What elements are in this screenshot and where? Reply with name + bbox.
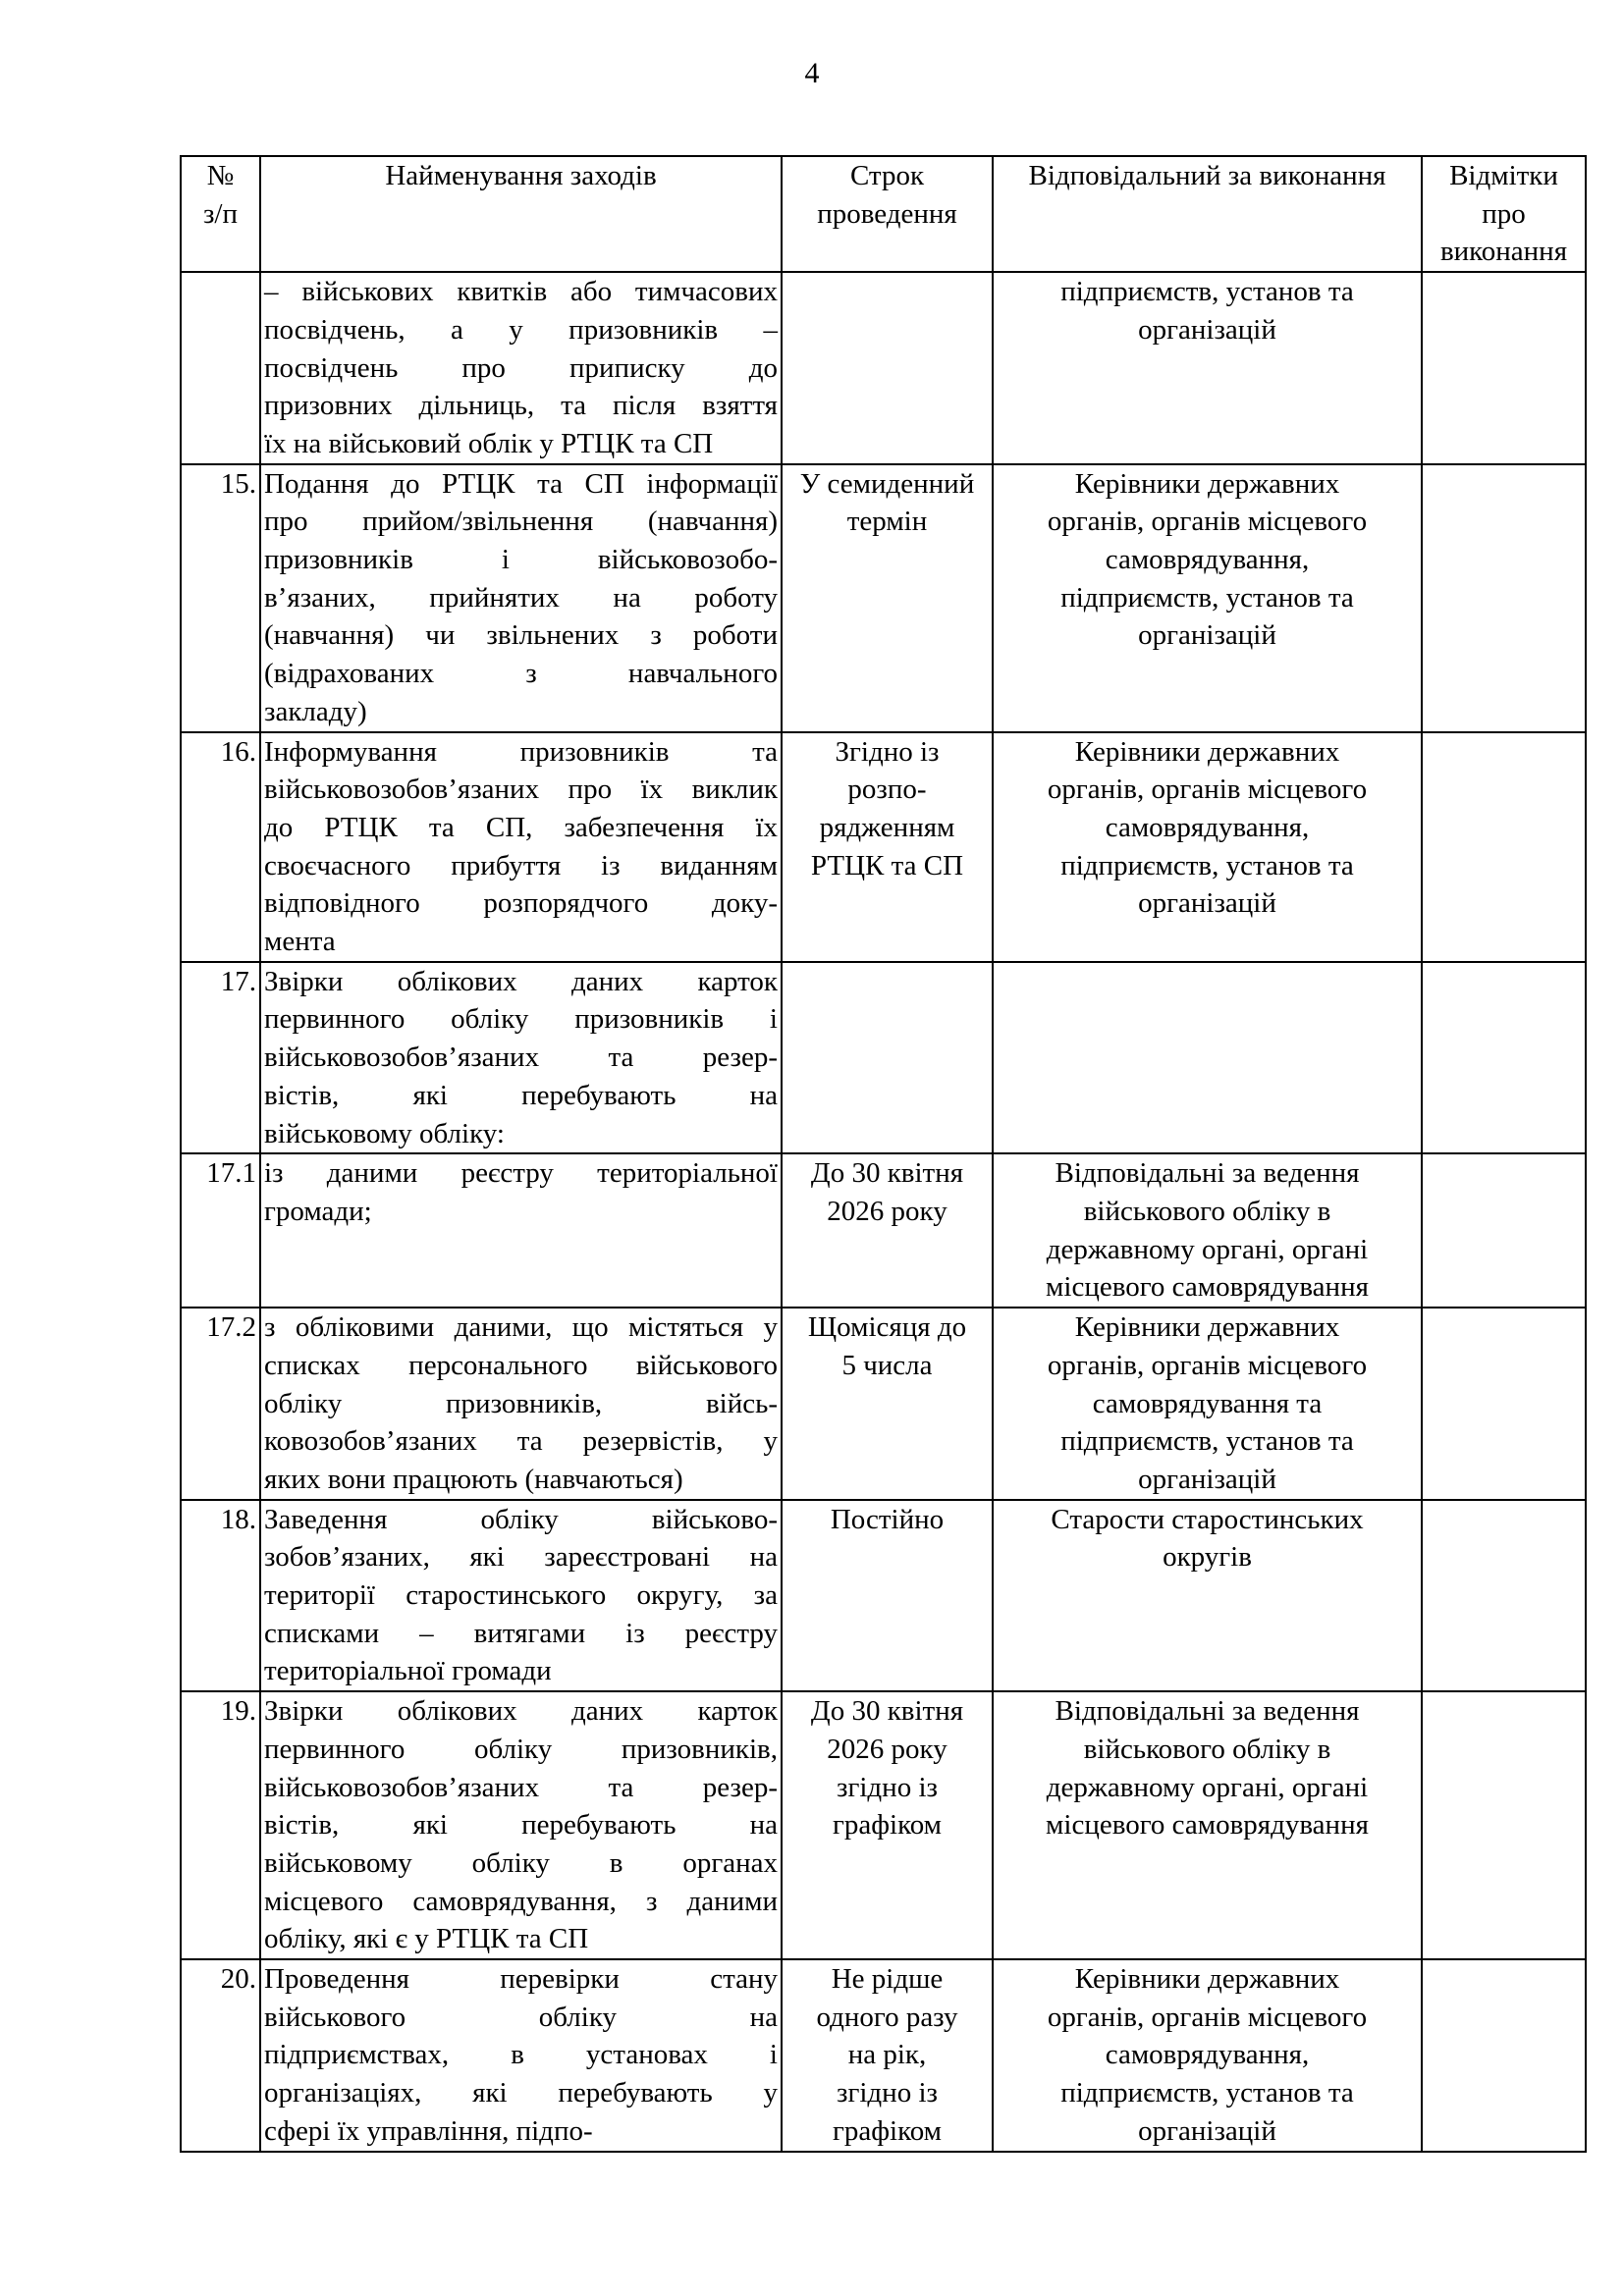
cell-line: Заведення обліку військово- bbox=[264, 1503, 778, 1535]
cell-line: військового обліку в bbox=[1083, 1195, 1331, 1227]
measures-table bbox=[180, 155, 1587, 2153]
cell-line: органів, органів місцевого bbox=[1047, 774, 1368, 806]
cell-line: Відповідальні за ведення bbox=[1055, 1695, 1360, 1728]
measure-responsible bbox=[993, 732, 1422, 962]
cell-line: територіальної громади bbox=[264, 1655, 552, 1687]
row-number: 19. bbox=[181, 1691, 260, 1959]
cell-line: військовому обліку: bbox=[264, 1117, 505, 1149]
row-number: 17. bbox=[181, 962, 260, 1154]
cell-line: підприємств, установ та bbox=[1060, 849, 1354, 881]
measure-name bbox=[260, 1500, 782, 1692]
cell-line: призовників і військовозобо- bbox=[264, 544, 778, 576]
cell-line: організацій bbox=[1138, 887, 1276, 920]
cell-line: зобов’язаних, які зареєстровані на bbox=[264, 1541, 778, 1574]
measure-name bbox=[260, 1691, 782, 1959]
header-measure-name bbox=[260, 156, 782, 272]
cell-line: первинного обліку призовників, bbox=[264, 1733, 778, 1765]
cell-line: Старости старостинських bbox=[1051, 1503, 1364, 1535]
cell-line: підприємствах, в установах і bbox=[264, 2039, 778, 2071]
cell-line: в’язаних, прийнятих на роботу bbox=[264, 581, 778, 614]
header-line: виконання bbox=[1439, 236, 1568, 268]
row-number: 17.1 bbox=[181, 1153, 260, 1308]
cell-line: Звірки облікових даних карток bbox=[264, 1695, 778, 1728]
measure-name bbox=[260, 464, 782, 732]
cell-line: Керівники державних bbox=[1074, 1963, 1340, 1996]
cell-line: військовозобов’язаних про їх виклик bbox=[264, 774, 778, 806]
cell-line: Подання до РТЦК та СП інформації bbox=[264, 467, 778, 500]
table-row bbox=[181, 464, 1586, 732]
measure-term bbox=[782, 1500, 993, 1692]
measure-name bbox=[260, 1308, 782, 1500]
header-term bbox=[782, 156, 993, 272]
measure-name bbox=[260, 272, 782, 464]
cell-line: графіком bbox=[832, 1809, 943, 1842]
cell-line: До 30 квітня bbox=[810, 1695, 964, 1728]
row-number bbox=[181, 272, 260, 464]
cell-line: обліку, які є у РТЦК та СП bbox=[264, 1923, 589, 1955]
cell-line: У семиденний bbox=[799, 467, 975, 500]
cell-line: згідно із bbox=[837, 1771, 938, 1803]
cell-line: організацій bbox=[1138, 619, 1276, 652]
measure-name bbox=[260, 732, 782, 962]
cell-line: військового обліку на bbox=[264, 2001, 778, 2033]
measure-notes bbox=[1422, 272, 1586, 464]
measure-responsible bbox=[993, 1153, 1422, 1308]
cell-line: ковозобов’язаних та резервістів, у bbox=[264, 1425, 778, 1458]
table-row bbox=[181, 732, 1586, 962]
cell-line: розпо- bbox=[847, 774, 927, 806]
cell-line: відповідного розпорядчого доку- bbox=[264, 887, 778, 920]
cell-line: округів bbox=[1163, 1541, 1252, 1574]
header-line: Відмітки bbox=[1449, 160, 1558, 191]
measure-term bbox=[782, 1153, 993, 1308]
header-responsible bbox=[993, 156, 1422, 272]
cell-line: сфері їх управління, підпо- bbox=[264, 2114, 593, 2147]
measure-term bbox=[782, 1691, 993, 1959]
table-row bbox=[181, 1959, 1586, 2152]
measure-notes bbox=[1422, 1153, 1586, 1308]
row-number: 15. bbox=[181, 464, 260, 732]
cell-line: Згідно із bbox=[835, 735, 940, 768]
cell-line: підприємств, установ та bbox=[1060, 276, 1354, 308]
measure-term bbox=[782, 272, 993, 464]
cell-line: закладу) bbox=[264, 695, 367, 727]
cell-line: мента bbox=[264, 926, 336, 958]
cell-line: (відрахованих з навчального bbox=[264, 658, 778, 690]
cell-line: Звірки облікових даних карток bbox=[264, 965, 778, 997]
cell-line: первинного обліку призовників і bbox=[264, 1003, 778, 1036]
cell-line: 2026 року bbox=[827, 1733, 947, 1765]
cell-line: посвідчень, а у призовників – bbox=[264, 313, 778, 346]
page-number: 4 bbox=[804, 57, 820, 89]
measure-name bbox=[260, 1153, 782, 1308]
measure-responsible bbox=[993, 1500, 1422, 1692]
cell-line: військовозобов’язаних та резер- bbox=[264, 1041, 778, 1074]
header-line: Строк bbox=[849, 160, 925, 191]
cell-line: Керівники державних bbox=[1074, 1311, 1340, 1344]
cell-line: державному органі, органі bbox=[1046, 1771, 1369, 1803]
table-row bbox=[181, 1691, 1586, 1959]
cell-line: вістів, які перебувають на bbox=[264, 1079, 778, 1111]
header-line: з/п bbox=[202, 197, 239, 230]
table-row bbox=[181, 1153, 1586, 1308]
cell-line: термін bbox=[846, 506, 928, 538]
cell-line: організацій bbox=[1138, 313, 1276, 346]
cell-line: самоврядування та bbox=[1092, 1387, 1323, 1419]
measure-notes bbox=[1422, 732, 1586, 962]
cell-line: До 30 квітня bbox=[810, 1157, 964, 1190]
cell-line: вістів, які перебувають на bbox=[264, 1809, 778, 1842]
measure-notes bbox=[1422, 962, 1586, 1154]
cell-line: Проведення перевірки стану bbox=[264, 1963, 778, 1996]
cell-line: Керівники державних bbox=[1074, 467, 1340, 500]
measure-responsible bbox=[993, 464, 1422, 732]
cell-line: Відповідальні за ведення bbox=[1055, 1157, 1360, 1190]
table-row bbox=[181, 272, 1586, 464]
cell-line: Постійно bbox=[830, 1503, 945, 1535]
cell-line: до РТЦК та СП, забезпечення їх bbox=[264, 811, 778, 843]
cell-line: органів, органів місцевого bbox=[1047, 1349, 1368, 1381]
cell-line: Щомісяця до bbox=[807, 1311, 967, 1344]
cell-line: обліку призовників, війсь- bbox=[264, 1387, 778, 1419]
cell-line: (навчання) чи звільнених з роботи bbox=[264, 619, 778, 652]
table-row bbox=[181, 962, 1586, 1154]
measure-responsible bbox=[993, 1691, 1422, 1959]
measure-responsible bbox=[993, 962, 1422, 1154]
measure-term bbox=[782, 732, 993, 962]
cell-line: місцевого самоврядування bbox=[1046, 1271, 1369, 1304]
cell-line: посвідчень про приписку до bbox=[264, 351, 778, 384]
cell-line: військовозобов’язаних та резер- bbox=[264, 1771, 778, 1803]
cell-line: з обліковими даними, що містяться у bbox=[264, 1311, 778, 1344]
cell-line: на рік, bbox=[847, 2039, 927, 2071]
cell-line: громади; bbox=[264, 1195, 372, 1227]
cell-line: самоврядування, bbox=[1105, 2039, 1310, 2071]
cell-line: одного разу bbox=[816, 2001, 958, 2033]
cell-line: графіком bbox=[832, 2114, 943, 2147]
cell-line: самоврядування, bbox=[1105, 544, 1310, 576]
measure-name bbox=[260, 1959, 782, 2152]
cell-line: рядженням bbox=[819, 811, 955, 843]
cell-line: 2026 року bbox=[827, 1195, 947, 1227]
measure-responsible bbox=[993, 1959, 1422, 2152]
row-number: 20. bbox=[181, 1959, 260, 2152]
cell-line: території старостинського округу, за bbox=[264, 1579, 778, 1612]
header-line: проведення bbox=[817, 197, 957, 230]
cell-line: підприємств, установ та bbox=[1060, 2077, 1354, 2109]
cell-line: 5 числа bbox=[841, 1349, 933, 1381]
cell-line: своєчасного прибуття із виданням bbox=[264, 849, 778, 881]
row-number: 18. bbox=[181, 1500, 260, 1692]
cell-line: списками – витягами із реєстру bbox=[264, 1617, 778, 1649]
row-number: 16. bbox=[181, 732, 260, 962]
cell-line: про прийом/звільнення (навчання) bbox=[264, 506, 778, 538]
row-number: 17.2 bbox=[181, 1308, 260, 1500]
cell-line: організаціях, які перебувають у bbox=[264, 2077, 778, 2109]
measure-notes bbox=[1422, 1959, 1586, 2152]
measure-term bbox=[782, 962, 993, 1154]
measure-notes bbox=[1422, 464, 1586, 732]
cell-line: згідно із bbox=[837, 2077, 938, 2109]
cell-line: органів, органів місцевого bbox=[1047, 506, 1368, 538]
cell-line: місцевого самоврядування, з даними bbox=[264, 1885, 778, 1917]
measure-term bbox=[782, 1959, 993, 2152]
cell-line: їх на військовий облік у РТЦК та СП bbox=[264, 427, 714, 459]
measure-responsible bbox=[993, 272, 1422, 464]
header-line: про bbox=[1482, 197, 1526, 230]
header-line: Найменування заходів bbox=[385, 160, 657, 191]
measure-notes bbox=[1422, 1308, 1586, 1500]
cell-line: організацій bbox=[1138, 2114, 1276, 2147]
cell-line: органів, органів місцевого bbox=[1047, 2001, 1368, 2033]
header-notes bbox=[1422, 156, 1586, 272]
measure-name bbox=[260, 962, 782, 1154]
table-row bbox=[181, 1308, 1586, 1500]
cell-line: РТЦК та СП bbox=[810, 849, 964, 881]
cell-line: місцевого самоврядування bbox=[1046, 1809, 1369, 1842]
measure-responsible bbox=[993, 1308, 1422, 1500]
header-line: № bbox=[206, 160, 235, 191]
cell-line: яких вони працюють (навчаються) bbox=[264, 1463, 683, 1495]
table-row bbox=[181, 1500, 1586, 1692]
cell-line: призовних дільниць, та після взяття bbox=[264, 390, 778, 422]
measure-term bbox=[782, 464, 993, 732]
measure-notes bbox=[1422, 1500, 1586, 1692]
cell-line: самоврядування, bbox=[1105, 811, 1310, 843]
cell-line: військового обліку в bbox=[1083, 1733, 1331, 1765]
measure-term bbox=[782, 1308, 993, 1500]
header-number bbox=[181, 156, 260, 272]
header-line: Відповідальний за виконання bbox=[1028, 160, 1386, 191]
cell-line: списках персонального військового bbox=[264, 1349, 778, 1381]
table-header-row bbox=[181, 156, 1586, 272]
cell-line: організацій bbox=[1138, 1463, 1276, 1495]
cell-line: підприємств, установ та bbox=[1060, 1425, 1354, 1458]
cell-line: із даними реєстру територіальної bbox=[264, 1157, 778, 1190]
cell-line: підприємств, установ та bbox=[1060, 581, 1354, 614]
measure-notes bbox=[1422, 1691, 1586, 1959]
cell-line: державному органі, органі bbox=[1046, 1233, 1369, 1265]
cell-line: військовому обліку в органах bbox=[264, 1846, 778, 1879]
cell-line: Інформування призовників та bbox=[264, 735, 778, 768]
cell-line: Не рідше bbox=[831, 1963, 944, 1996]
table-body bbox=[181, 272, 1586, 2151]
cell-line: Керівники державних bbox=[1074, 735, 1340, 768]
cell-line: – військових квитків або тимчасових bbox=[264, 276, 778, 308]
